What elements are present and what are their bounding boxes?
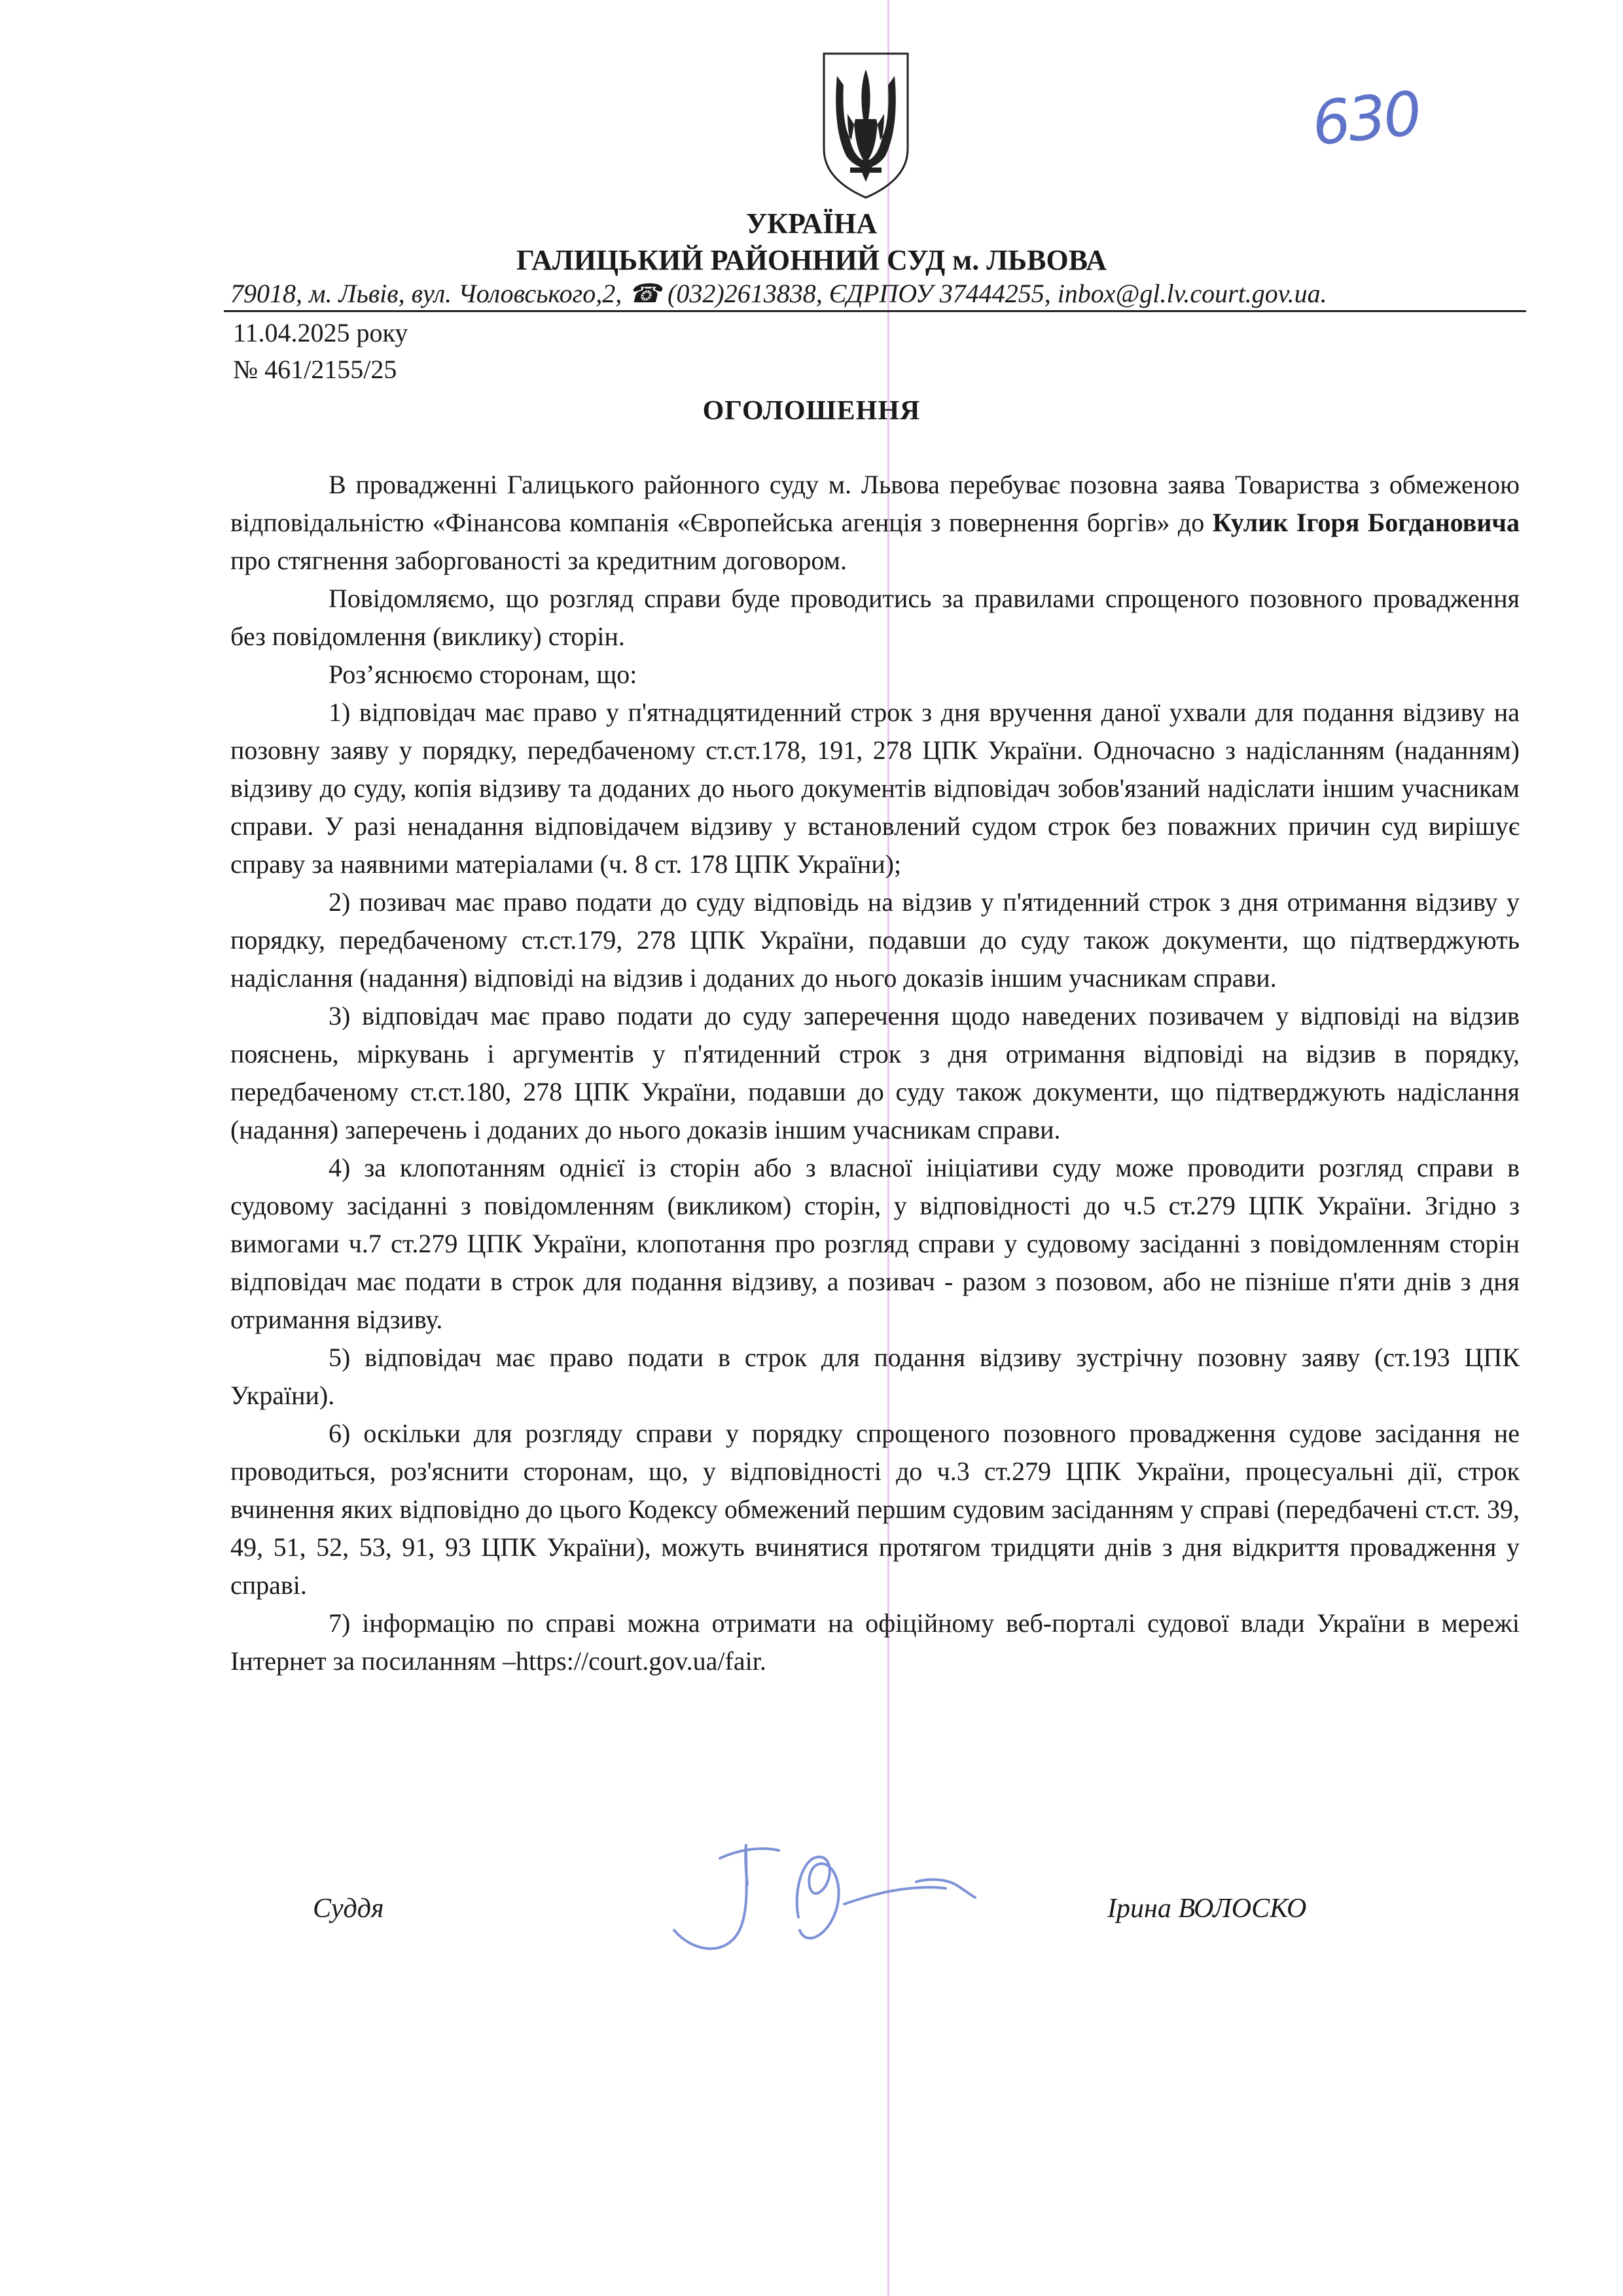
clarification-paragraph: Роз’яснюємо сторонам, що: <box>329 660 637 689</box>
trident-emblem-icon <box>820 51 912 200</box>
handwritten-signature <box>648 1832 1001 1969</box>
list-item: 2) позивач має право подати до суду відповідь на відзив у п'ятиденний строк з дня отримання відзиву у порядку, передбаченому ст.ст.179, 278 ЦПК України, подавши до суду також документи, що підтверджують надіслання (надання) відповіді на відзив і доданих до нього доказів іншим учасникам справи. <box>230 887 1520 993</box>
intro-text-end: про стягнення заборгованості за кредитним договором. <box>230 546 847 575</box>
list-item: 7) інформацію по справі можна отримати на офіційному веб-порталі судової влади України в мережі Інтернет за посиланням –https://court.gov.ua/fair. <box>230 1608 1520 1676</box>
judge-label: Суддя <box>313 1894 384 1924</box>
court-title: ГАЛИЦЬКИЙ РАЙОННИЙ СУД м. ЛЬВОВА <box>516 244 1107 276</box>
list-item: 4) за клопотанням однієї із сторін або з власної ініціативи суду може проводити розгляд справи в судовому засіданні з повідомленням (викликом) сторін, у відповідності до ч.5 ст.279 ЦПК України. Згідно з вимогами ч.7 ст.279 ЦПК України, клопотання про розгляд справи у судовому засіданні з повідомленням сторін відповідач має подати в строк для подання відзиву, а позивач - разом з позовом, або не пізніше п'яти днів з дня отримання відзиву. <box>230 1153 1520 1334</box>
judge-name: Ірина ВОЛОСКО <box>1107 1894 1307 1924</box>
handwritten-page-number: 630 <box>1308 78 1423 160</box>
document-number: № 461/2155/25 <box>233 355 397 384</box>
document-date: 11.04.2025 року <box>233 318 408 347</box>
notice-paragraph: Повідомляємо, що розгляд справи буде проводитись за правилами спрощеного позовного провадження без повідомлення (виклику) сторін. <box>230 584 1520 651</box>
list-item: 3) відповідач має право подати до суду заперечення щодо наведених позивачем у відповіді на відзив пояснень, міркувань і аргументів у п'ятиденний строк з дня отримання відповіді на відзив в порядку, передбаченому ст.ст.180, 278 ЦПК України, подавши до суду також документи, що підтверджують надіслання (надання) заперечень і доданих до нього доказів іншим учасникам справи. <box>230 1001 1520 1144</box>
header-divider <box>224 310 1526 312</box>
defendant-name: Кулик Ігоря Богдановича <box>1212 508 1520 537</box>
country-title: УКРАЇНА <box>745 207 878 239</box>
document-title: ОГОЛОШЕННЯ <box>702 396 921 426</box>
announcement-body <box>230 466 1520 1680</box>
list-item: 5) відповідач має право подати в строк для подання відзиву зустрічну позовну заяву (ст.193 ЦПК України). <box>230 1343 1520 1410</box>
list-item: 6) оскільки для розгляду справи у порядку спрощеного позовного провадження судове засідання не проводиться, роз'яснити сторонам, що, у відповідності до ч.3 ст.279 ЦПК України, процесуальні дії, строк вчинення яких відповідно до цього Кодексу обмежений першим судовим засіданням у справі (передбачені ст.ст. 39, 49, 51, 52, 53, 91, 93 ЦПК України), можуть вчинятися протягом тридцяти днів з дня відкриття провадження у справі. <box>230 1419 1520 1600</box>
court-address: 79018, м. Львів, вул. Чоловського,2, ☎ (032)2613838, ЄДРПОУ 37444255, inbox@gl.lv.court.gov.ua. <box>230 279 1327 308</box>
intro-paragraph <box>230 466 1520 580</box>
intro-text-start: В провадженні Галицького районного суду м. Львова перебуває позовна заява Товариства з обмеженою відповідальністю «Фінансова компанія «Європейська агенція з повернення боргів» до <box>230 470 1520 537</box>
list-item: 1) відповідач має право у п'ятнадцятиденний строк з дня вручення даної ухвали для подання відзиву на позовну заяву у порядку, передбаченому ст.ст.178, 191, 278 ЦПК України. Одночасно з надісланням (наданням) відзиву до суду, копія відзиву та доданих до нього документів відповідач зобов'язаний надіслати іншим учасникам справи. У разі ненадання відповідачем відзиву у встановлений судом строк без поважних причин суд вирішує справу за наявними матеріалами (ч. 8 ст. 178 ЦПК України); <box>230 698 1520 879</box>
